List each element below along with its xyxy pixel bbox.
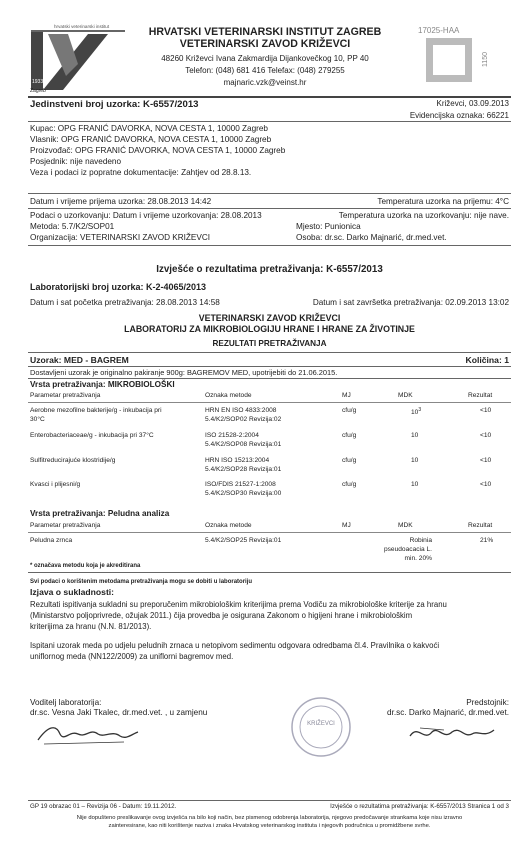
footer-form: GP 19 obrazac 01 – Revizija 06 - Datum: 19.11.2012.: [30, 803, 177, 810]
conformity-line1: Rezultati ispitivanja sukladni su preporučenim mikrobiološkim kriterijima prema Vodiču za mikrobiološke kriterije za hranu: [30, 600, 447, 609]
header-line1: HRVATSKI VETERINARSKI INSTITUT ZAGREB: [148, 26, 382, 38]
table-row: Enterobacteriaceae/g - inkubacija pri 37°C ISO 21528-2:2004 5.4/K2/SOP08 Revizija:01 cfu/g 10 <10: [30, 432, 492, 448]
document-links: Veza i podaci iz popratne dokumentacije: Zahtjev od 28.8.13.: [30, 168, 252, 177]
search-start: Datum i sat početka pretraživanja: 28.08.2013 14:58: [30, 298, 220, 307]
conformity-title: Izjava o sukladnosti:: [30, 587, 115, 597]
sample-label: Uzorak: MED - BAGREM: [30, 355, 129, 365]
right-signatory-title: Predstojnik:: [466, 698, 509, 707]
methods-note: Svi podaci o korištenim metodama pretraživanja mogu se dobiti u laboratoriju: [30, 579, 253, 585]
lab-institute: VETERINARSKI ZAVOD KRIŽEVCI: [198, 313, 341, 323]
sampling-data: Podaci o uzorkovanju: Datum i vrijeme uzorkovanja: 28.08.2013: [30, 211, 262, 220]
header-address: 48260 Križevci Ivana Zakmardija Dijankovečkog 10, PP 40: [161, 54, 369, 63]
table-row: Kvasci i plijesni/g ISO/FDIS 21527-1:2008 5.4/K2/SOP30 Revizija:00 cfu/g 10 <10: [30, 481, 492, 497]
col-method: Oznaka metode: [205, 392, 252, 399]
header-phone: Telefon: (048) 681 416 Telefax: (048) 279255: [185, 66, 345, 75]
header-email: majnaric.vzk@veinst.hr: [223, 78, 307, 87]
buyer: Kupac: OPG FRANIĆ DAVORKA, NOVA CESTA 1, 10000 Zagreb: [30, 124, 268, 133]
receipt-temperature: Temperatura uzorka na prijemu: 4°C: [377, 197, 509, 206]
pollen-section-title: Vrsta pretraživanja: Peludna analiza: [30, 509, 170, 518]
sampling-method: Metoda: 5.7/K2/SOP01: [30, 222, 115, 231]
conformity-line3: kriterijima za hranu (N.N. 81/2013).: [30, 622, 152, 631]
col-param: Parametar pretraživanja: [30, 392, 101, 399]
sampling-temperature: Temperatura uzorka na uzorkovanju: nije nave.: [338, 211, 509, 220]
logo-city: Zagreb: [30, 88, 46, 94]
results-title: REZULTATI PRETRAŽIVANJA: [212, 339, 327, 348]
search-end: Datum i sat završetka pretraživanja: 02.09.2013 13:02: [312, 298, 509, 307]
owner: Vlasnik: OPG FRANIĆ DAVORKA, NOVA CESTA 1, 10000 Zagreb: [30, 135, 272, 144]
micro-section-title: Vrsta pretraživanja: MIKROBIOLOŠKI: [30, 380, 175, 389]
pollen-conclusion-line2: uniflornog meda (NN122/2009) za uniflorni bagremov med.: [30, 652, 234, 661]
sample-quantity: Količina: 1: [465, 355, 509, 365]
right-signature: [404, 720, 504, 748]
sampling-person: Osoba: dr.sc. Darko Majnarić, dr.med.vet.: [296, 233, 447, 242]
receipt-datetime: Datum i vrijeme prijema uzorka: 28.08.2013 14:42: [30, 197, 212, 206]
header-line2: VETERINARSKI ZAVOD KRIŽEVCI: [179, 38, 351, 50]
institute-logo: [28, 24, 128, 96]
accreditation-badge: [418, 26, 498, 90]
left-signatory-name: dr.sc. Vesna Jaki Tkalec, dr.med.vet. , u zamjenu: [30, 708, 208, 717]
accredited-note: * označava metodu koja je akreditirana: [30, 563, 141, 569]
report-title: Izvješće o rezultatima pretraživanja: K-6557/2013: [156, 264, 383, 275]
table-header: [28, 391, 511, 403]
table-row: Peludna zrnca 5.4/K2/SOP25 Revizija:01 Robinia pseudoacacia L. min. 20% 21%: [30, 537, 494, 562]
table-row: Aerobne mezofilne bakterije/g - inkubacija pri 30°C HRN EN ISO 4833:2008 5.4/K2/SOP02 Revizija:02 cfu/g $10^3$ <10: [30, 407, 492, 423]
official-stamp: [290, 696, 352, 758]
logo-small-text: hrvatski veterinarski institut: [54, 24, 110, 29]
footer-legal-2: zainteresirane, kao niti korištenje naziva i znaka Hrvatskog veterinarskog instituta i njegovih područnica u promidžbene svrhe.: [108, 823, 431, 829]
report-place-date: Križevci, 03.09.2013: [436, 99, 509, 108]
lab-number: Laboratorijski broj uzorka: K-2-4065/2013: [30, 282, 207, 292]
pollen-conclusion-line1: Ispitani uzorak meda po udjelu peludnih zrnaca u netopivom sedimentu odgovara odredbama čl.4. Pravilnika o kakvoći: [30, 641, 440, 650]
col-unit: MJ: [342, 392, 351, 399]
evidence-mark: Evidencijska oznaka: 66221: [409, 111, 509, 120]
logo-year: 1933: [32, 79, 44, 85]
right-signatory-name: dr.sc. Darko Majnarić, dr.med.vet.: [387, 708, 509, 717]
sample-id: Jedinstveni broj uzorka: K-6557/2013: [30, 99, 199, 110]
col-mdk: MDK: [398, 392, 413, 399]
col-result: Rezultat: [468, 392, 493, 399]
stamp-text: KRIŽEVCI: [307, 721, 335, 727]
left-signatory-title: Voditelj laboratorija:: [30, 698, 102, 707]
sample-delivered: Dostavljeni uzorak je originalno pakiranje 900g: BAGREMOV MED, upotrijebiti do 21.06.2015.: [30, 368, 338, 377]
lab-name: LABORATORIJ ZA MIKROBIOLOGIJU HRANE I HRANE ZA ŽIVOTINJE: [124, 324, 415, 334]
holder: Posjednik: nije navedeno: [30, 157, 122, 166]
left-signature: [34, 720, 144, 750]
table-row: Sulfitreducirajuće klostridije/g HRN ISO 15213:2004 5.4/K2/SOP28 Revizija:01 cfu/g 10 <10: [30, 457, 492, 473]
footer-legal-1: Nije dopušteno preslikavanje ovog izvješća na bilo koji način, bez pismenog odobrenja laboratorija, njegovo predočavanje strankama koje nisu izravno: [76, 815, 463, 821]
footer-page-ref: Izvješće o rezultatima pretraživanja: K-6557/2013 Stranica 1 od 3: [330, 803, 509, 810]
sampling-organization: Organizacija: VETERINARSKI ZAVOD KRIŽEVCI: [30, 233, 211, 242]
producer: Proizvođač: OPG FRANIĆ DAVORKA, NOVA CESTA 1, 10000 Zagreb: [30, 146, 286, 155]
pollen-table-header: Parametar pretraživanja Oznaka metode MJ MDK Rezultat: [28, 521, 511, 533]
conformity-line2: (Ministarstvo poljoprivrede, ožujak 2011.) čija provedba je osigurana Zakonom o higijeni hrane i mikrobiološkim: [30, 611, 413, 620]
accreditation-number: 1150: [482, 51, 490, 68]
accreditation-code: 17025-HAA: [418, 26, 460, 35]
sampling-place: Mjesto: Punionica: [296, 222, 361, 231]
